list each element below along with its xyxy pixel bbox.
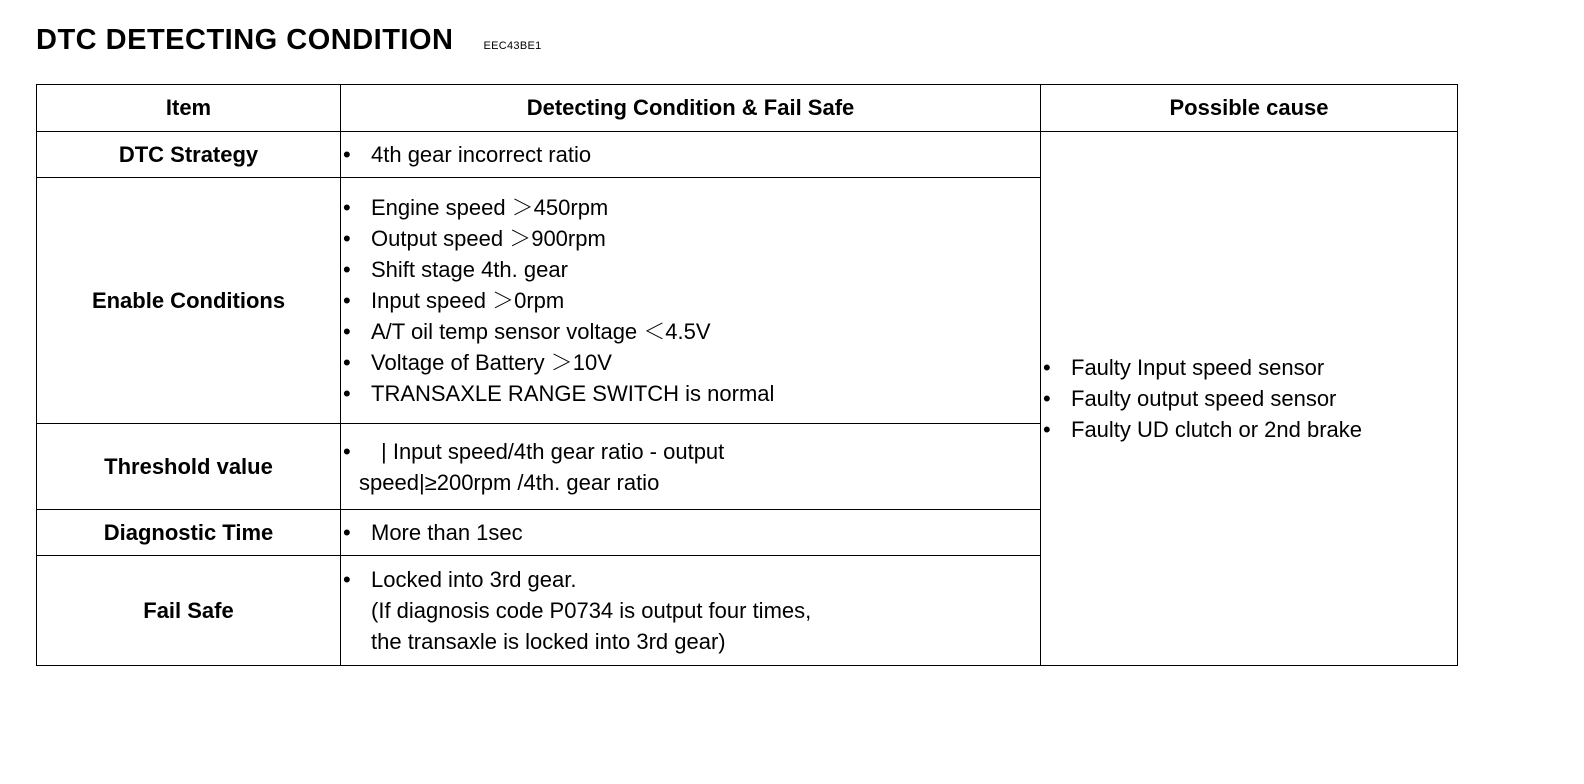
fail-safe-line-2: (If diagnosis code P0734 is output four times, [371,598,812,623]
header-condition: Detecting Condition & Fail Safe [341,85,1041,132]
table-header-row [37,85,1458,132]
cause-item: • Faulty UD clutch or 2nd brake [1041,414,1457,445]
list-item [341,564,1040,657]
row-item-dtc-strategy: DTC Strategy [37,132,341,178]
row-item-enable-conditions: Enable Conditions [37,178,341,424]
list-item: • Input speed ＞0rpm [341,285,1040,316]
section-title: DTC DETECTING CONDITION [36,24,454,56]
row-condition-dtc-strategy [341,132,1041,178]
list-item: • More than 1sec [341,517,1040,548]
header-cause: Possible cause [1041,85,1458,132]
row-item-diagnostic-time: Diagnostic Time [37,510,341,556]
list-item: • Shift stage 4th. gear [341,254,1040,285]
section-code: EEC43BE1 [483,40,542,52]
section-heading [36,24,542,57]
possible-cause-cell [1041,132,1458,666]
row-condition-enable-conditions [341,178,1041,424]
threshold-line-1: • | Input speed/4th gear ratio - output [381,438,725,464]
row-condition-threshold-value [341,424,1041,510]
cause-item: • Faulty Input speed sensor [1041,352,1457,383]
row-item-fail-safe: Fail Safe [37,556,341,666]
list-item [341,436,1040,498]
row-condition-fail-safe [341,556,1041,666]
cause-item: • Faulty output speed sensor [1041,383,1457,414]
row-item-threshold-value: Threshold value [37,424,341,510]
row-condition-diagnostic-time [341,510,1041,556]
list-item: • 4th gear incorrect ratio [341,139,1040,170]
fail-safe-line-1: • Locked into 3rd gear. [371,567,577,592]
fail-safe-line-3: the transaxle is locked into 3rd gear) [371,629,726,654]
threshold-line-2: speed|≥200rpm /4th. gear ratio [359,469,660,495]
list-item: • A/T oil temp sensor voltage ＜4.5V [341,316,1040,347]
list-item: • Voltage of Battery ＞10V [341,347,1040,378]
list-item: • TRANSAXLE RANGE SWITCH is normal [341,378,1040,409]
dtc-table [36,84,1458,666]
header-item: Item [37,85,341,132]
table-row [37,132,1458,178]
list-item: • Output speed ＞900rpm [341,223,1040,254]
list-item: • Engine speed ＞450rpm [341,192,1040,223]
